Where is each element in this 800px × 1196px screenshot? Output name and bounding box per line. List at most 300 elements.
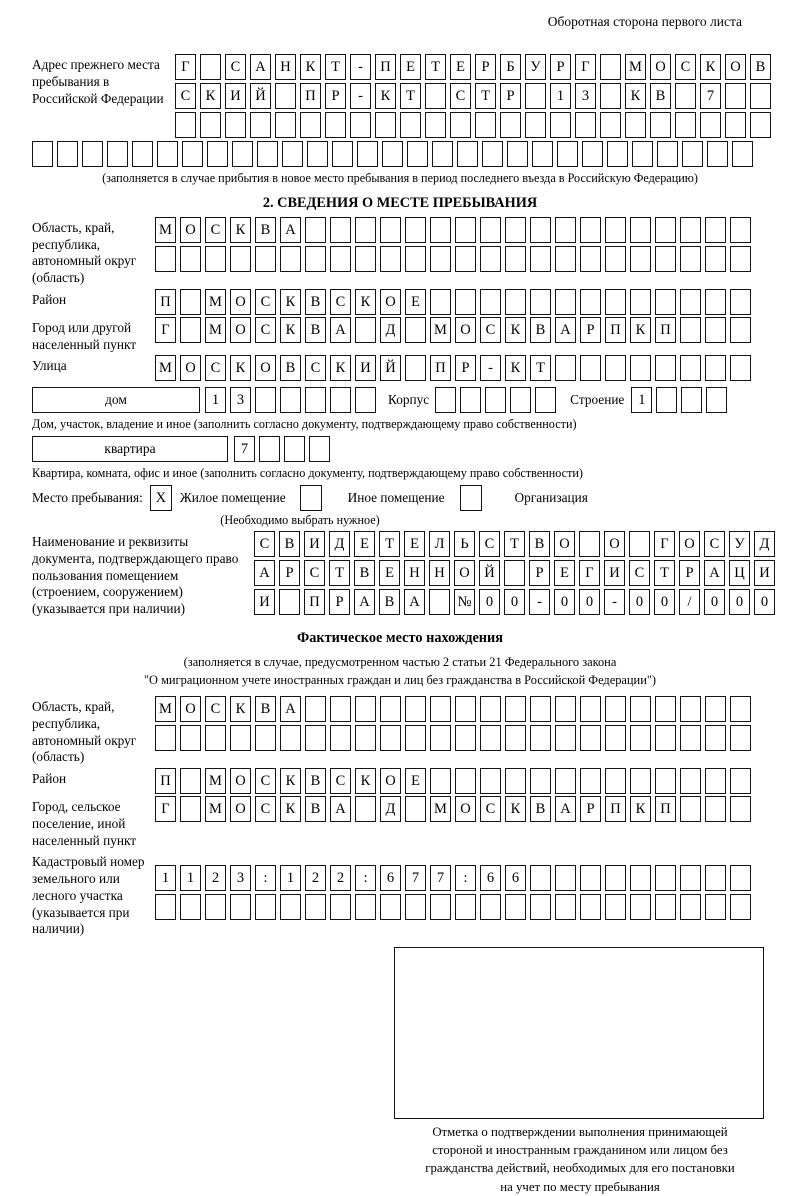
char-cell [430,768,451,794]
char-cell [630,355,651,381]
char-cell [430,217,451,243]
char-cell [500,112,521,138]
char-cell [510,387,531,413]
char-cell [180,246,201,272]
char-cell [330,725,351,751]
char-cell: 0 [479,589,500,615]
region-label: Область, край, республика, автономный округ (область) [32,219,137,286]
char-cell [700,112,721,138]
char-cell: 7 [430,865,451,891]
char-cell [655,725,676,751]
char-cell [257,141,278,167]
char-cell: П [430,355,451,381]
char-cell: К [280,768,301,794]
char-cell: О [180,696,201,722]
char-cell [730,317,751,343]
char-cell: О [725,54,746,80]
char-cell: К [630,796,651,822]
char-cell [407,141,428,167]
char-cell [680,894,701,920]
char-cell: 1 [155,865,176,891]
char-cell [480,217,501,243]
char-cell [530,865,551,891]
char-cell: - [529,589,550,615]
char-cell [255,725,276,751]
char-cell: С [205,355,226,381]
char-cell: 7 [405,865,426,891]
char-cell [505,289,526,315]
char-cell: И [754,560,775,586]
apartment-note: Квартира, комната, офис и иное (заполнить согласно документу, подтверждающему право собственности) [32,466,583,481]
char-cell [435,387,456,413]
stamp-note-line-3: гражданства действий, необходимых для его постановки [425,1161,735,1176]
char-cell: М [155,217,176,243]
char-cell: О [180,217,201,243]
char-cell [730,768,751,794]
char-cell [580,246,601,272]
char-cell [460,387,481,413]
char-cell [330,246,351,272]
char-cell: О [679,531,700,557]
char-cell [505,894,526,920]
char-cell [680,217,701,243]
char-cell: В [280,355,301,381]
char-cell: Й [250,83,271,109]
char-cell: К [625,83,646,109]
char-cell [730,796,751,822]
char-cell [557,141,578,167]
char-cell: Р [325,83,346,109]
char-cell [555,725,576,751]
fact-city-block [32,796,800,849]
char-cell [425,112,446,138]
char-cell [655,217,676,243]
char-cell [555,355,576,381]
char-cell [355,387,376,413]
char-cell: 1 [550,83,571,109]
char-cell [225,112,246,138]
char-cell: В [255,217,276,243]
char-cell [504,560,525,586]
fact-region-row-2 [155,725,751,751]
char-cell [32,141,53,167]
char-cell: 3 [575,83,596,109]
char-cell [480,289,501,315]
char-cell: 0 [654,589,675,615]
street-label: Улица [32,358,67,374]
char-cell: У [525,54,546,80]
char-cell [505,768,526,794]
char-cell: И [225,83,246,109]
char-cell [355,796,376,822]
char-cell [200,54,221,80]
char-cell [330,387,351,413]
char-cell: Б [500,54,521,80]
char-cell [430,246,451,272]
char-cell: - [604,589,625,615]
prev-address-block [32,54,800,138]
char-cell [705,696,726,722]
char-cell [425,83,446,109]
char-cell: О [454,560,475,586]
char-cell [405,725,426,751]
char-cell: П [304,589,325,615]
char-cell [205,725,226,751]
char-cell: С [330,768,351,794]
fact-district-block [32,768,800,794]
char-cell: О [604,531,625,557]
char-cell [650,112,671,138]
char-cell [630,894,651,920]
char-cell [232,141,253,167]
char-cell [480,894,501,920]
char-cell [530,768,551,794]
char-cell: Е [405,768,426,794]
char-cell: П [655,796,676,822]
char-cell: Г [575,54,596,80]
char-cell [175,112,196,138]
char-cell [405,796,426,822]
char-cell: 1 [631,387,652,413]
fact-region-block [32,696,800,766]
char-cell [655,246,676,272]
char-cell: С [304,560,325,586]
char-cell [300,112,321,138]
char-cell [705,725,726,751]
char-cell: К [505,796,526,822]
stamp-note-line-1: Отметка о подтверждении выполнения принимающей [432,1125,728,1140]
char-cell [707,141,728,167]
char-cell: 0 [754,589,775,615]
char-cell [680,725,701,751]
city-block [32,317,800,354]
char-cell [630,289,651,315]
char-cell [380,246,401,272]
char-cell [600,112,621,138]
char-cell [555,696,576,722]
char-cell: М [205,317,226,343]
char-cell: Д [329,531,350,557]
char-cell: 3 [230,387,251,413]
char-cell: С [480,317,501,343]
char-cell [605,865,626,891]
char-cell [205,894,226,920]
char-cell: 0 [704,589,725,615]
char-cell: О [230,317,251,343]
char-cell: П [300,83,321,109]
char-cell [107,141,128,167]
char-cell [655,865,676,891]
char-cell: А [250,54,271,80]
char-cell: О [650,54,671,80]
char-cell: М [205,796,226,822]
char-cell [630,696,651,722]
char-cell: А [704,560,725,586]
stay-place-note: (Необходимо выбрать нужное) [220,513,380,528]
char-cell: Т [400,83,421,109]
char-cell [530,289,551,315]
char-cell: И [254,589,275,615]
char-cell [382,141,403,167]
char-cell: К [230,355,251,381]
document-row-1 [254,531,775,557]
char-cell: С [225,54,246,80]
char-cell [579,531,600,557]
char-cell: В [279,531,300,557]
prev-address-row-4 [32,141,800,167]
char-cell: С [175,83,196,109]
char-cell [750,112,771,138]
char-cell [630,768,651,794]
checkbox-other-premises [300,485,322,511]
char-cell [680,865,701,891]
char-cell: Р [329,589,350,615]
char-cell [380,696,401,722]
char-cell [535,387,556,413]
char-cell [655,894,676,920]
char-cell [706,387,727,413]
char-cell [355,696,376,722]
char-cell [485,387,506,413]
char-cell: Т [329,560,350,586]
char-cell [325,112,346,138]
char-cell: Й [380,355,401,381]
char-cell: В [530,317,551,343]
char-cell [750,83,771,109]
char-cell: : [455,865,476,891]
char-cell: К [505,317,526,343]
char-cell: 0 [729,589,750,615]
char-cell [205,246,226,272]
char-cell [680,796,701,822]
fact-city-label: Город, сельское поселение, иной населенный пункт [32,799,137,848]
document-label: Наименование и реквизиты документа, подтверждающего право пользования помещением (строением, сооружением) (указывается при наличии) [32,534,239,617]
street-row [155,355,751,381]
char-cell: С [675,54,696,80]
char-cell [630,725,651,751]
char-cell [680,289,701,315]
char-cell [656,387,677,413]
char-cell [682,141,703,167]
char-cell [555,246,576,272]
char-cell [332,141,353,167]
char-cell [580,768,601,794]
char-cell [680,768,701,794]
document-row-2 [254,560,775,586]
char-cell [180,317,201,343]
char-cell [582,141,603,167]
char-cell [605,768,626,794]
char-cell: П [655,317,676,343]
char-cell [405,217,426,243]
cadastre-label: Кадастровый номер земельного или лесного участка (указывается при наличии) [32,854,145,937]
stamp-note-line-4: на учет по месту пребывания [500,1179,660,1194]
char-cell: В [530,796,551,822]
char-cell [405,355,426,381]
char-cell: К [280,317,301,343]
char-cell: Р [550,54,571,80]
prev-address-row-3 [175,112,771,138]
char-cell [330,696,351,722]
char-cell: Т [530,355,551,381]
char-cell [555,865,576,891]
char-cell: : [255,865,276,891]
house-row [32,387,800,413]
char-cell: И [604,560,625,586]
char-cell: Г [654,531,675,557]
stamp-note-line-2: стороной и иностранным гражданином или лицом без [432,1143,728,1158]
actual-location-title: Фактическое место нахождения [296,629,504,646]
stay-place-row [32,485,800,511]
char-cell [705,894,726,920]
char-cell [255,246,276,272]
char-cell: А [555,317,576,343]
char-cell [275,112,296,138]
char-cell [605,696,626,722]
char-cell [305,246,326,272]
char-cell: В [529,531,550,557]
char-cell [680,696,701,722]
char-cell: О [380,289,401,315]
char-cell: 0 [504,589,525,615]
char-cell [355,246,376,272]
char-cell: Р [475,54,496,80]
char-cell [730,696,751,722]
char-cell: В [305,289,326,315]
char-cell: К [300,54,321,80]
char-cell [530,696,551,722]
char-cell: М [430,796,451,822]
char-cell: Т [425,54,446,80]
char-cell: П [155,768,176,794]
char-cell: И [355,355,376,381]
char-cell: М [430,317,451,343]
char-cell [480,725,501,751]
char-cell: Г [175,54,196,80]
char-cell: С [330,289,351,315]
char-cell: С [480,796,501,822]
char-cell [309,436,330,462]
char-cell: М [155,355,176,381]
char-cell: 6 [480,865,501,891]
char-cell [357,141,378,167]
char-cell [655,696,676,722]
char-cell [705,217,726,243]
prev-address-label: Адрес прежнего места пребывания в Российской Федерации [32,57,164,106]
char-cell [532,141,553,167]
char-cell [455,768,476,794]
house-note: Дом, участок, владение и иное (заполнить согласно документу, подтверждающему право собственности) [32,417,577,432]
char-cell: Й [479,560,500,586]
char-cell [255,387,276,413]
char-cell [405,246,426,272]
apartment-type-box: квартира [32,436,228,462]
char-cell: 0 [629,589,650,615]
char-cell [555,289,576,315]
char-cell: Е [405,289,426,315]
char-cell [505,217,526,243]
char-cell [480,246,501,272]
char-cell [280,246,301,272]
char-cell [630,246,651,272]
checkbox-residential: X [150,485,172,511]
district-block [32,289,800,315]
char-cell: 6 [380,865,401,891]
char-cell: Н [429,560,450,586]
char-cell: М [205,289,226,315]
char-cell [355,725,376,751]
char-cell [675,83,696,109]
char-cell [375,112,396,138]
char-cell: В [255,696,276,722]
char-cell: : [355,865,376,891]
char-cell [605,725,626,751]
char-cell: К [355,289,376,315]
char-cell [405,317,426,343]
char-cell: К [700,54,721,80]
char-cell [525,83,546,109]
char-cell: Р [679,560,700,586]
street-block [32,355,800,381]
char-cell [530,894,551,920]
char-cell [132,141,153,167]
char-cell: Е [450,54,471,80]
char-cell [705,796,726,822]
char-cell: 6 [505,865,526,891]
char-cell [380,217,401,243]
fact-region-grids [155,696,751,751]
char-cell [580,355,601,381]
char-cell [305,387,326,413]
char-cell [275,83,296,109]
char-cell [580,865,601,891]
char-cell: К [630,317,651,343]
char-cell: А [330,317,351,343]
char-cell [430,696,451,722]
cadastre-row-2 [155,894,751,920]
char-cell: О [554,531,575,557]
char-cell [725,83,746,109]
char-cell [279,589,300,615]
char-cell [380,894,401,920]
char-cell [430,894,451,920]
char-cell [530,217,551,243]
char-cell: О [455,796,476,822]
char-cell: С [629,560,650,586]
char-cell: 1 [180,865,201,891]
stroenie-label: Строение [570,392,625,408]
char-cell: О [230,768,251,794]
char-cell: К [375,83,396,109]
char-cell: Л [429,531,450,557]
char-cell [400,112,421,138]
char-cell: А [404,589,425,615]
char-cell [730,865,751,891]
char-cell [180,289,201,315]
korpus-label: Корпус [388,392,430,408]
stroenie-grid [631,387,727,413]
actual-location-note-line-2: "О миграционном учете иностранных граждан и лиц без гражданства в Российской Федерации") [143,673,657,688]
char-cell: 7 [700,83,721,109]
char-cell [305,725,326,751]
option-residential-label: Жилое помещение [179,490,286,506]
char-cell: С [255,289,276,315]
char-cell: Н [275,54,296,80]
char-cell: 7 [234,436,255,462]
fact-region-label: Область, край, республика, автономный округ (область) [32,699,137,765]
char-cell: Р [580,796,601,822]
char-cell [480,696,501,722]
